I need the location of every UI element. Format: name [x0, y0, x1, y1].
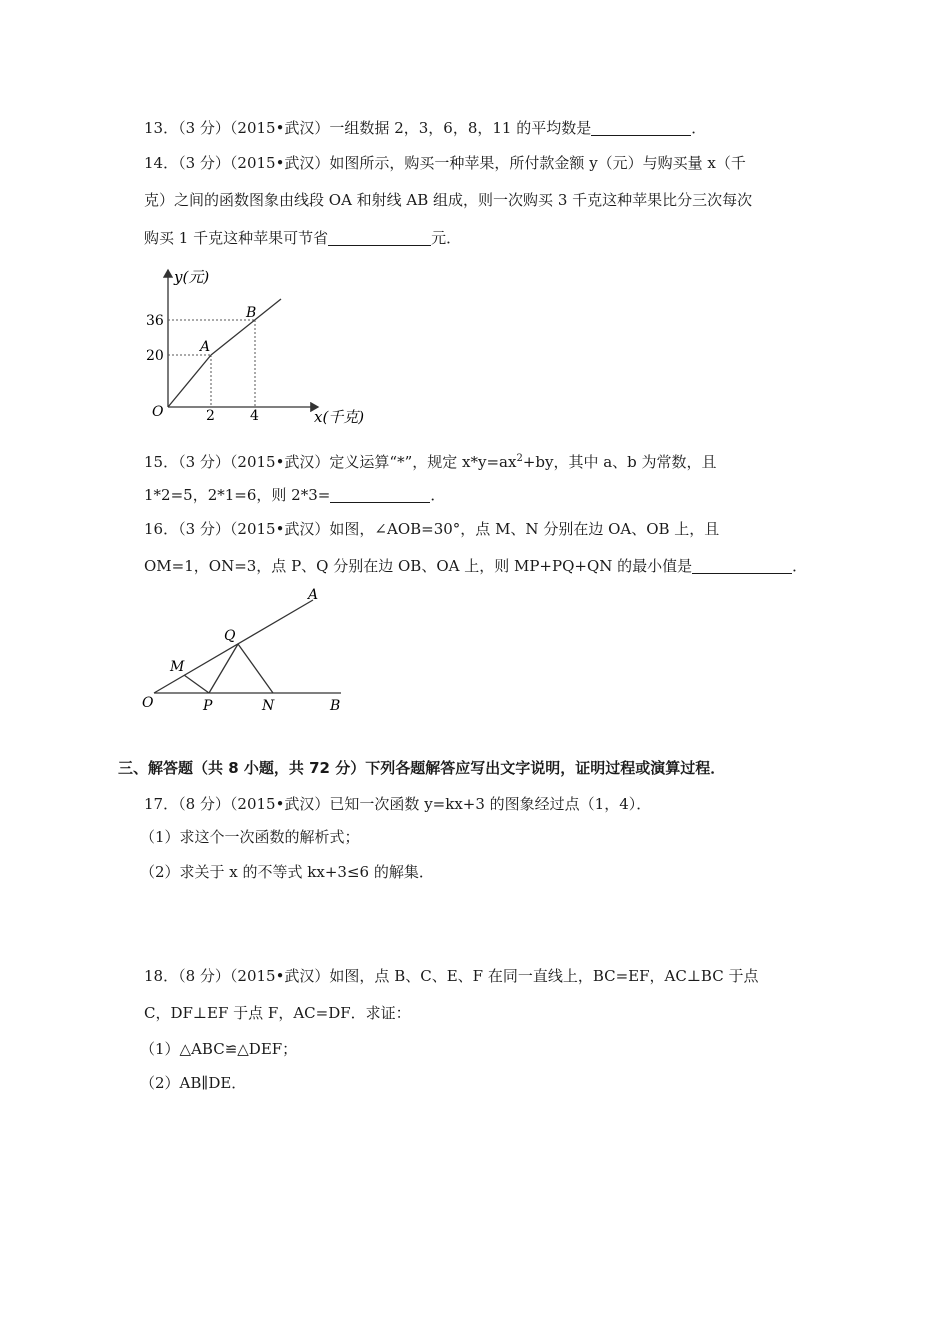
segment-mp	[184, 675, 209, 693]
q14-line3	[144, 228, 461, 248]
q15-text-b: +by，其中 a、b 为常数，且	[522, 453, 717, 471]
y-tick-36: 36	[146, 313, 164, 329]
q16-angle-figure	[138, 582, 358, 717]
q18-line2: C，DF⊥EF 于点 F，AC=DF．求证：	[144, 1004, 411, 1022]
q13-period: ．	[691, 119, 707, 137]
q13-line1	[144, 118, 706, 138]
x-tick-2: 2	[206, 408, 215, 424]
q15-answer-blank[interactable]	[330, 486, 430, 503]
origin-label: O	[152, 404, 164, 420]
q14-function-graph	[138, 262, 398, 432]
section-3-heading: 三、解答题（共 8 小题，共 72 分）下列各题解答应写出文字说明，证明过程或演算过程．	[118, 759, 726, 777]
label-p: P	[203, 698, 213, 714]
x-tick-4: 4	[250, 408, 259, 424]
q15-line1	[144, 449, 717, 472]
q13-answer-blank[interactable]	[591, 119, 691, 136]
q16-line1: 16．（3 分）（2015•武汉）如图，∠AOB=30°，点 M、N 分别在边 OA、OB 上，且	[144, 520, 720, 538]
y-tick-20: 20	[146, 348, 164, 364]
q14-line1: 14．（3 分）（2015•武汉）如图所示，购买一种苹果，所付款金额 y（元）与购买量 x（千	[144, 154, 746, 172]
q17-part2: （2）求关于 x 的不等式 kx+3≤6 的解集．	[140, 863, 434, 881]
q15-line2	[144, 485, 445, 505]
label-o: O	[142, 695, 154, 711]
q14-line2: 克）之间的函数图象由线段 OA 和射线 AB 组成，则一次购买 3 千克这种苹果比分三次每次	[144, 191, 753, 209]
q15-superscript: 2	[516, 453, 523, 464]
q18-part2: （2）AB∥DE．	[140, 1074, 247, 1092]
q16-line2	[144, 556, 807, 576]
q16-answer-blank[interactable]	[692, 557, 792, 574]
q15-text-a: 15．（3 分）（2015•武汉）定义运算“*”，规定 x*y=ax	[144, 453, 517, 471]
q16-period: ．	[792, 557, 808, 575]
q18-line1: 18．（8 分）（2015•武汉）如图，点 B、C、E、F 在同一直线上，BC=EF，AC⊥BC 于点	[144, 967, 759, 985]
y-axis-label: y(元)	[174, 268, 210, 286]
label-q: Q	[224, 628, 236, 644]
point-b-label: B	[246, 305, 257, 321]
q17-line1: 17．（8 分）（2015•武汉）已知一次函数 y=kx+3 的图象经过点（1，4）．	[144, 795, 652, 813]
segment-pq	[209, 644, 238, 693]
q16-text: OM=1，ON=3，点 P、Q 分别在边 OB、OA 上，则 MP+PQ+QN 的最小值是	[144, 557, 693, 575]
q18-part1: （1）△ABC≌△DEF；	[140, 1040, 298, 1058]
q14-unit: 元．	[431, 229, 462, 247]
q15-text-c: 1*2=5，2*1=6，则 2*3=	[144, 486, 331, 504]
segment-oa	[168, 355, 211, 407]
segment-qn	[238, 644, 273, 693]
q14-text: 购买 1 千克这种苹果可节省	[144, 229, 329, 247]
ray-oa	[154, 600, 313, 693]
q15-period: ．	[430, 486, 446, 504]
q14-answer-blank[interactable]	[328, 229, 431, 246]
label-m: M	[170, 659, 185, 675]
x-axis-label: x(千克)	[314, 408, 365, 426]
label-b: B	[330, 698, 341, 714]
label-n: N	[262, 698, 275, 714]
q17-part1: （1）求这个一次函数的解析式；	[140, 828, 360, 846]
point-a-label: A	[200, 339, 211, 355]
label-a: A	[308, 587, 319, 603]
q13-text: 13．（3 分）（2015•武汉）一组数据 2，3，6，8，11 的平均数是	[144, 119, 592, 137]
